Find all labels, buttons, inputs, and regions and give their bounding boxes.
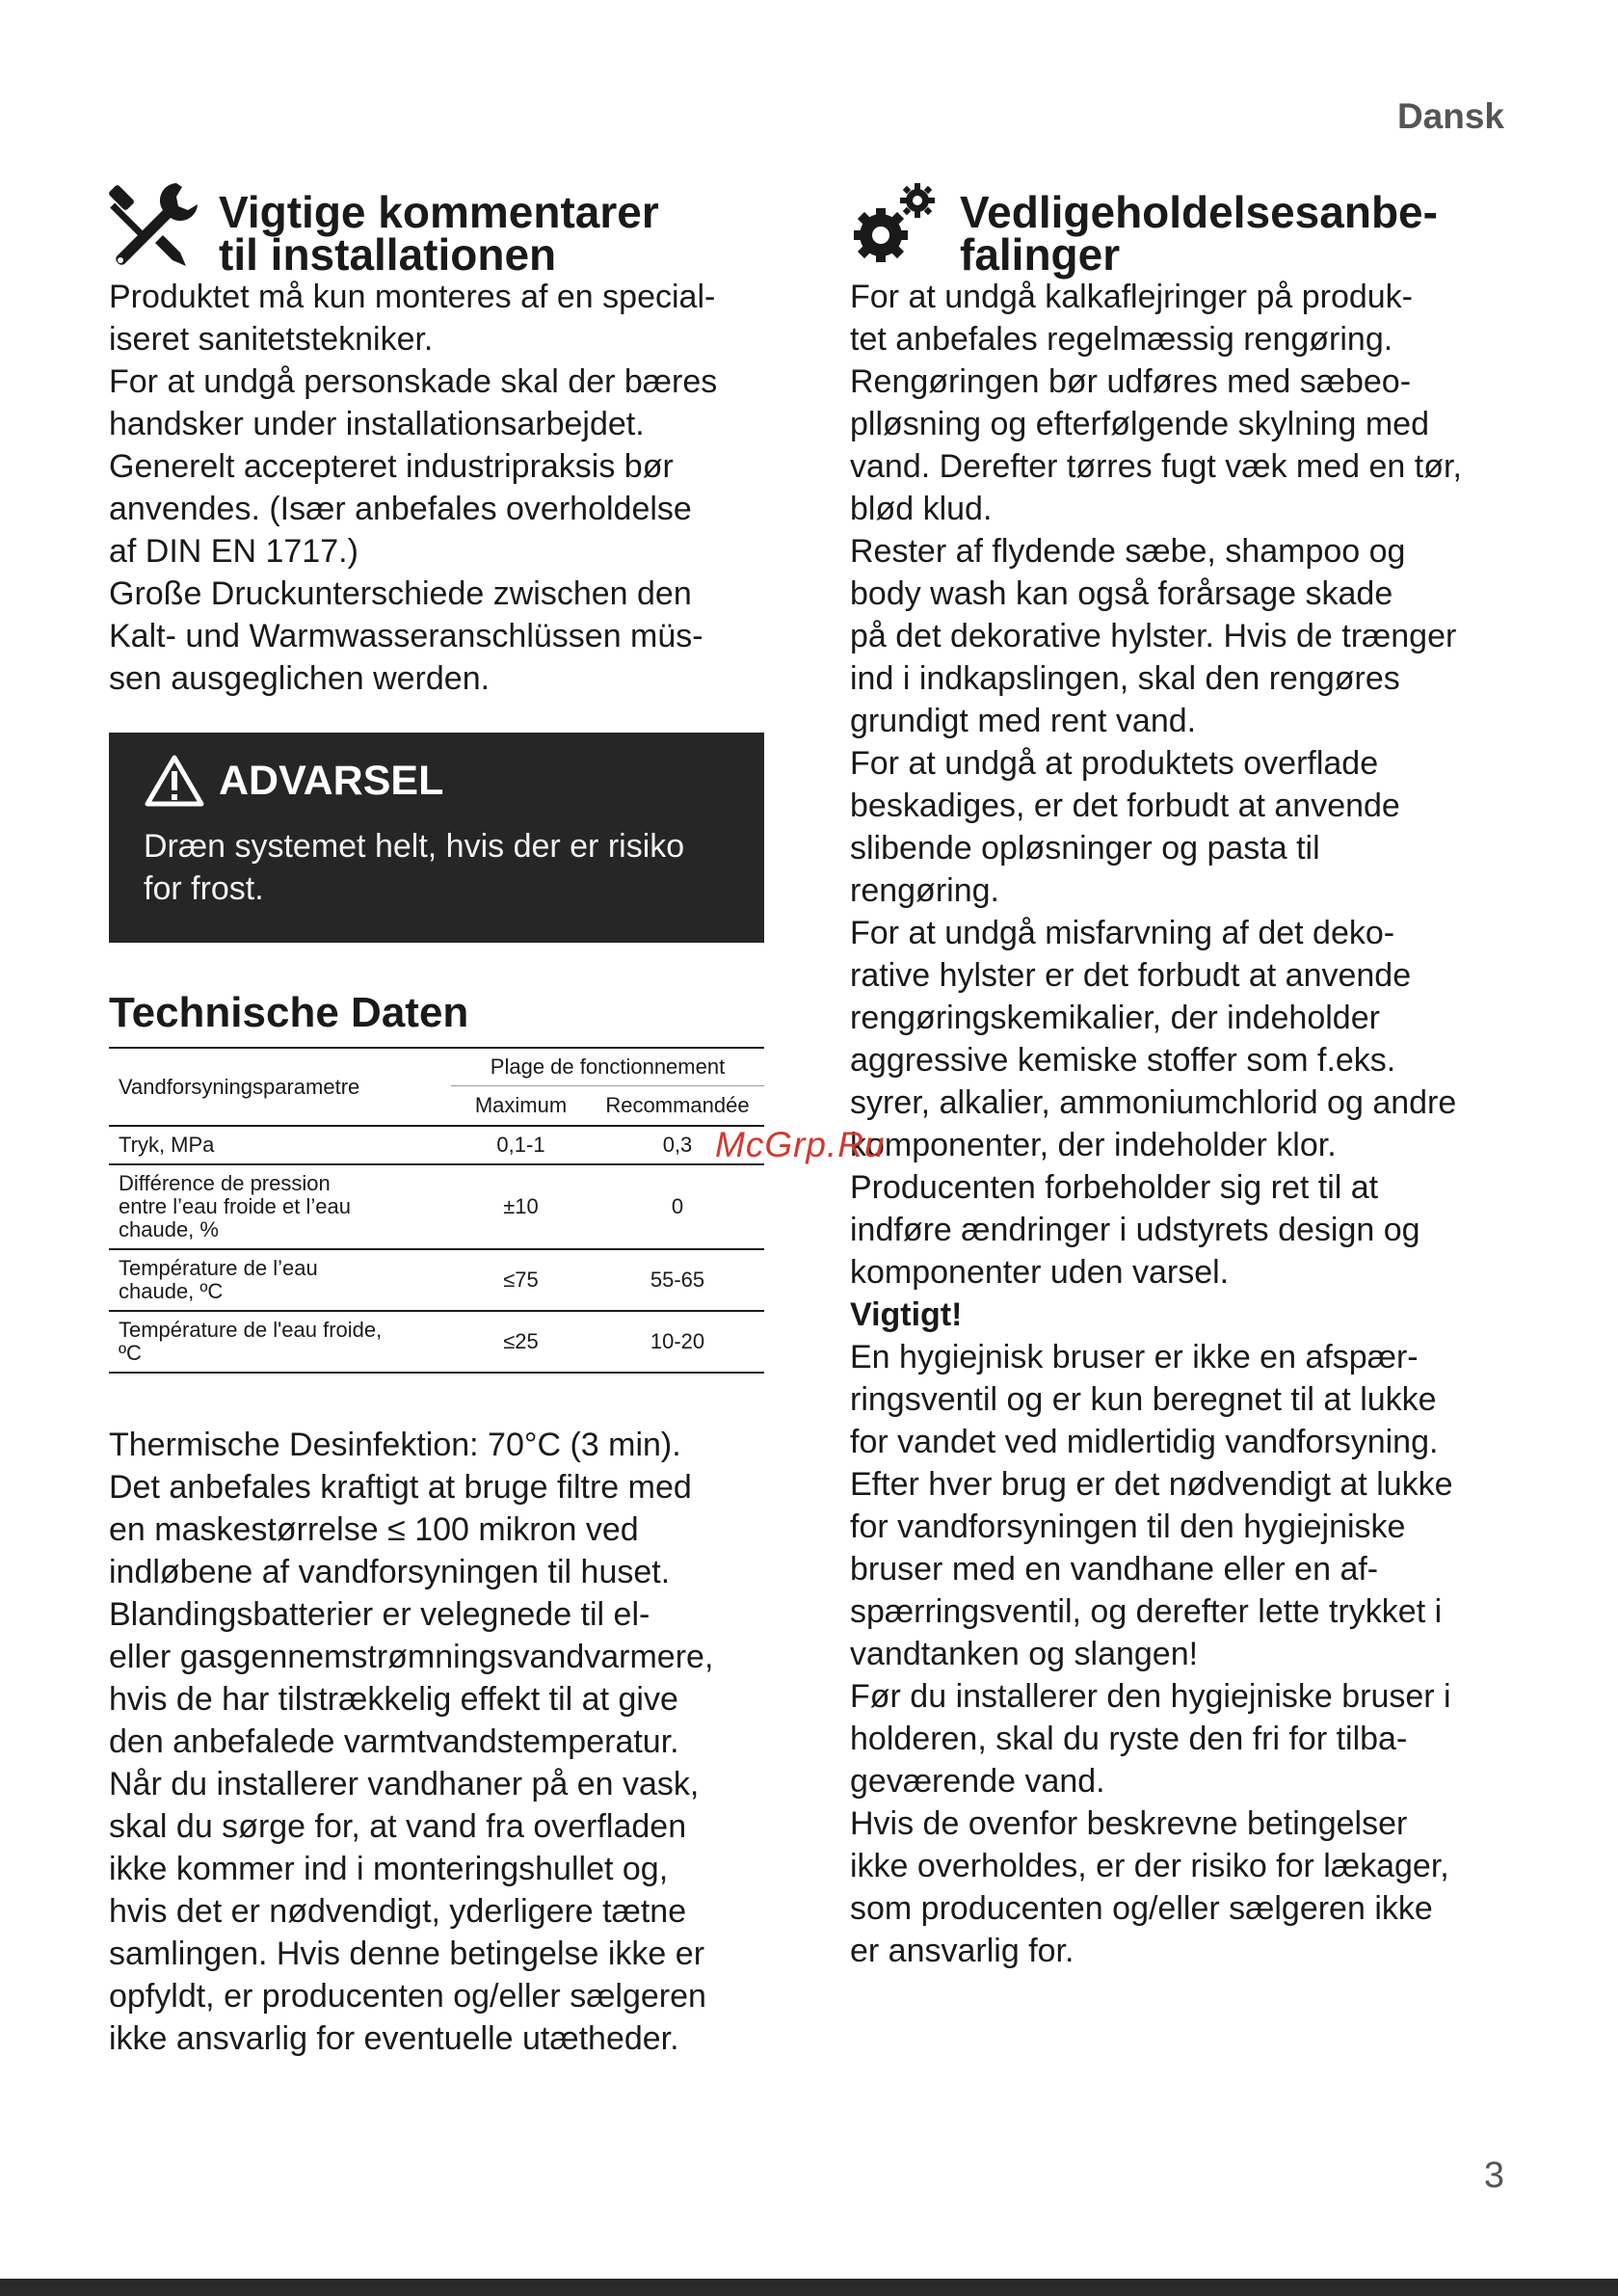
installation-text: Produktet må kun monteres af en special- iseret sanitetstekniker. For at undgå personskade skal der bæres handsker under installationsarbejdet. Generelt accepteret industripraksis bør anvendes. (Især anbefales overholdelse af DIN EN 1717.) Große Druckunterschiede zwischen den Kalt- und Warmwasseranschlüssen müs- sen ausgeglichen werden.	[109, 279, 718, 697]
row-max: ≤25	[451, 1311, 591, 1373]
maintenance-text: For at undgå kalkaflejringer på produk- tet anbefales regelmæssig rengøring. Rengøringen bør udføres med sæbeo- plløsning og efterfølgende skylning med vand. Derefter tørres fugt væk med en tør, blød klud. Rester af flydende sæbe, shampoo og body wash kan også forårsage skade på det dekorative hylster. Hvis de trænger ind i indkapslingen, skal den rengøres grundigt med rent vand. For at undgå at produktets overflade beskadiges, er det forbudt at anvende slibende opløsninger og pasta til rengøring. For at undgå misfarvning af det deko- rative hylster er det forbudt at anvende rengøringskemikalier, der indeholder aggressive kemiske stoffer som f.eks. syrer, alkalier, ammoniumchlorid og andre komponenter, der indeholder klor. Producenten forbeholder sig ret til at indføre ændringer i udstyrets design og komponenter uden varsel.	[850, 279, 1462, 1291]
row-rec: 55-65	[591, 1249, 764, 1311]
left-column	[109, 179, 764, 2060]
important-label: Vigtigt!	[850, 1296, 963, 1333]
language-label: Dansk	[1396, 96, 1504, 136]
row-param: Température de l'eau froide, ºC	[109, 1311, 451, 1373]
page-number: 3	[1483, 2155, 1504, 2196]
row-rec: 0	[591, 1164, 764, 1249]
row-rec: 10-20	[591, 1311, 764, 1373]
disinfection-text: Thermische Desinfektion: 70°C (3 min). Det anbefales kraftigt at bruge filtre med en maskestørrelse ≤ 100 mikron ved indløbene af vandforsyningen til huset. Blandingsbatterier er velegnede til el- eller gasgennemstrømningsvandvarmere, hvis de har tilstrækkelig effekt til at give den anbefalede varmtvandstemperatur. Når du installerer vandhaner på en vask, skal du sørge for, at vand fra overfladen ikke kommer ind i monteringshullet og, hvis det er nødvendigt, yderligere tætne samlingen. Hvis denne betingelse ikke er opfyldt, er producenten og/eller sælgeren ikke ansvarlig for eventuelle utætheder.	[109, 1427, 714, 2057]
watermark: McGrp.Ru	[715, 1125, 886, 1164]
row-param: Différence de pression entre l’eau froide et l’eau chaude, %	[109, 1164, 451, 1249]
installation-heading	[109, 179, 764, 280]
warning-header	[144, 754, 729, 808]
table-row	[109, 1126, 764, 1164]
rec-header: Recommandée	[591, 1086, 764, 1127]
row-max: ≤75	[451, 1249, 591, 1311]
maintenance-heading	[850, 179, 1515, 280]
warning-text: Dræn systemet helt, hvis der er risiko for frost.	[144, 828, 685, 907]
warning-triangle-icon	[144, 754, 205, 808]
important-text: En hygiejnisk bruser er ikke en afspær- ringsventil og er kun beregnet til at lukke for vandet ved midlertidig vandforsyning. Efter hver brug er det nødvendigt at lukke for vandforsyningen til den hygiejniske bruser med en vandhane eller en af- spærringsventil, og derefter lette trykket i vandtanken og slangen! Før du installerer den hygiejniske bruser i holderen, skal du ryste den fri for tilba- geværende vand. Hvis de ovenfor beskrevne betingelser ikke overholdes, er der risiko for lækager, som producenten og/eller sælgeren ikke er ansvarlig for.	[850, 1339, 1453, 1969]
table-row	[109, 1164, 764, 1249]
gears-icon	[850, 179, 941, 270]
table-row	[109, 1249, 764, 1311]
row-param: Température de l’eau chaude, ºC	[109, 1249, 451, 1311]
maintenance-title: Vedligeholdelsesanbe- falinger	[960, 187, 1438, 280]
table-row	[109, 1311, 764, 1373]
warning-box	[109, 733, 764, 943]
row-param: Tryk, MPa	[109, 1126, 451, 1164]
installation-title: Vigtige kommentarer til installationen	[219, 187, 659, 280]
warning-title: ADVARSEL	[219, 757, 444, 804]
right-column	[850, 179, 1515, 1972]
max-header: Maximum	[451, 1086, 591, 1127]
tech-data-title: Technische Daten	[109, 989, 469, 1036]
row-max: 0,1-1	[451, 1126, 591, 1164]
param-header: Vandforsyningsparametre	[109, 1048, 451, 1126]
range-header: Plage de fonctionnement	[451, 1048, 764, 1086]
row-rec: 0,3	[591, 1126, 764, 1164]
tools-icon	[109, 179, 199, 270]
tech-data-table	[109, 1047, 764, 1374]
bottom-bar	[0, 2279, 1618, 2296]
row-max: ±10	[451, 1164, 591, 1249]
